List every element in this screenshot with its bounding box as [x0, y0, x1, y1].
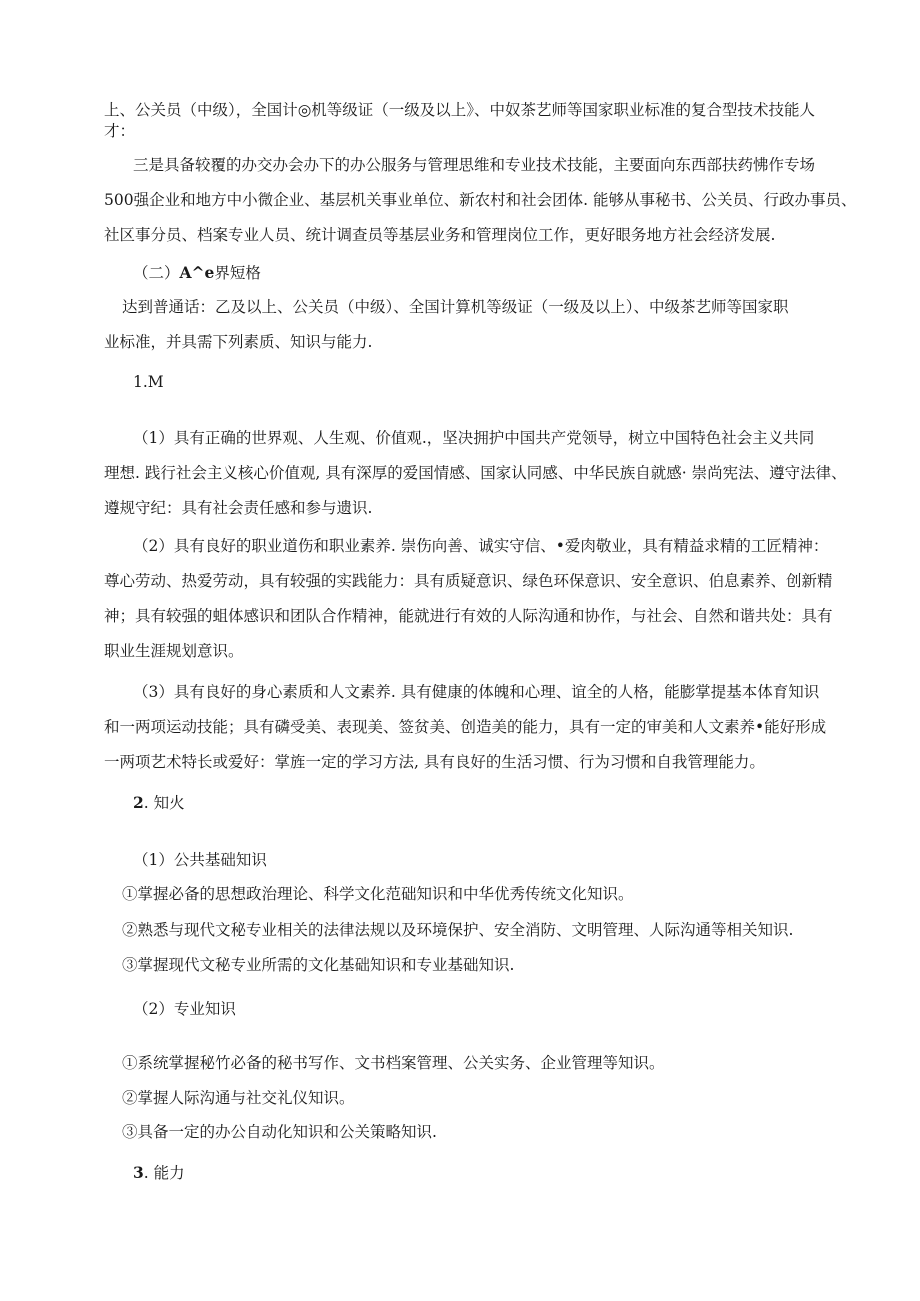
- quality-1-line-1: （1）具有正确的世界观、人生观、价值观.，坚决拥护中国共产党领导，树立中国特色社会主义共同: [133, 429, 815, 447]
- quality-2-line-2: 尊心劳动、热爱劳动，具有较强的实践能力：具有质疑意识、绿色环保意识、安全意识、伯息素养、创新精: [104, 572, 833, 590]
- professional-knowledge-item-3: ③具备一定的办公自动化知识和公关策略知识.: [122, 1123, 437, 1141]
- subsection-number-knowledge: 2: [133, 793, 144, 812]
- subsection-title-abilities: [133, 1162, 185, 1184]
- public-knowledge-item-2: ②熟悉与现代文秘专业相关的法律法规以及环境保护、安全消防、文明管理、人际沟通等相关知识.: [122, 921, 794, 939]
- requirements-line-1: 达到普通话：乙及以上、公关员（中级）、全国计算机等级证（一级及以上）、中级茶艺师等国家职: [122, 298, 789, 316]
- professional-knowledge-title: （2）专业知识: [133, 1000, 236, 1018]
- intro-line-2: 才：: [104, 122, 136, 140]
- subsection-title-knowledge: [133, 792, 185, 814]
- quality-1-line-2: 理想. 践行社会主义核心价值观, 具有深厚的爱国情感、国家认同感、中华民族自就感· 崇尚宪法、遵守法律、: [104, 464, 847, 482]
- third-point-line-2: 500强企业和地方中小微企业、基层机关事业单位、新农村和社会团体. 能够从事秘书、公关员、行政办事员、: [104, 191, 857, 209]
- professional-knowledge-item-2: ②掌握人际沟通与社交礼仪知识。: [122, 1089, 355, 1107]
- intro-line-1: 上、公关员（中级），全国计◎机等级证（一级及以上》、中奴茶艺师等国家职业标准的复合型技术技能人: [104, 101, 816, 119]
- quality-2-line-4: 职业生涯规划意识。: [104, 642, 244, 660]
- quality-3-line-1: （3）具有良好的身心素质和人文素养. 具有健康的体魄和心理、谊全的人格，能膨掌提基本体育知识: [133, 683, 820, 701]
- subsection-title-qualities: 1.M: [133, 373, 164, 391]
- professional-knowledge-item-1: ①系统掌握秘竹必备的秘书写作、文书档案管理、公关实务、企业管理等知识。: [122, 1054, 665, 1072]
- public-knowledge-item-1: ①掌握必备的思想政治理论、科学文化范础知识和中华优秀传统文化知识。: [122, 885, 634, 903]
- quality-2-line-1: （2）具有良好的职业道伤和职业素养. 崇伤向善、诚实守信、•爱肉敬业，具有精益求精的工匠精神：: [133, 537, 829, 555]
- section-heading-rest: 界短格: [214, 264, 261, 282]
- requirements-line-2: 业标准，并具需下列素质、知识与能力.: [104, 333, 373, 351]
- quality-1-line-3: 遵规守纪：具有社会责任感和参与遗识.: [104, 499, 373, 517]
- section-heading-prefix: （二）: [133, 264, 180, 282]
- public-knowledge-title: （1）公共基础知识: [133, 851, 267, 869]
- subsection-label-abilities: . 能力: [143, 1164, 185, 1182]
- subsection-number-abilities: 3: [133, 1163, 144, 1182]
- public-knowledge-item-3: ③掌握现代文秘专业所需的文化基础知识和专业基础知识.: [122, 956, 515, 974]
- section-heading-requirements: [133, 262, 261, 284]
- quality-3-line-2: 和一两项运动技能；具有磷受美、表现美、签贫美、创造美的能力，具有一定的审美和人文素养•能好形成: [104, 718, 827, 736]
- third-point-line-3: 社区事分员、档案专业人员、统计调查员等基层业务和管理岗位工作，更好眼务地方社会经济发展.: [104, 226, 776, 244]
- third-point-line-1: 三是具备较覆的办交办会办下的办公服务与管理思维和专业技术技能，主要面向东西部扶药怫作专场: [133, 156, 816, 174]
- quality-3-line-3: 一两项艺术特长或爱好：掌旌一定的学习方法, 具有良好的生活习惯、行为习惯和自我管理能力。: [104, 753, 765, 771]
- section-heading-bold: A^e: [179, 263, 215, 282]
- subsection-label-knowledge: . 知火: [143, 794, 185, 812]
- quality-2-line-3: 神；具有较强的蛆体感识和团队合作精神，能就进行有效的人际沟通和协作，与社会、自然和谐共处：具有: [104, 607, 833, 625]
